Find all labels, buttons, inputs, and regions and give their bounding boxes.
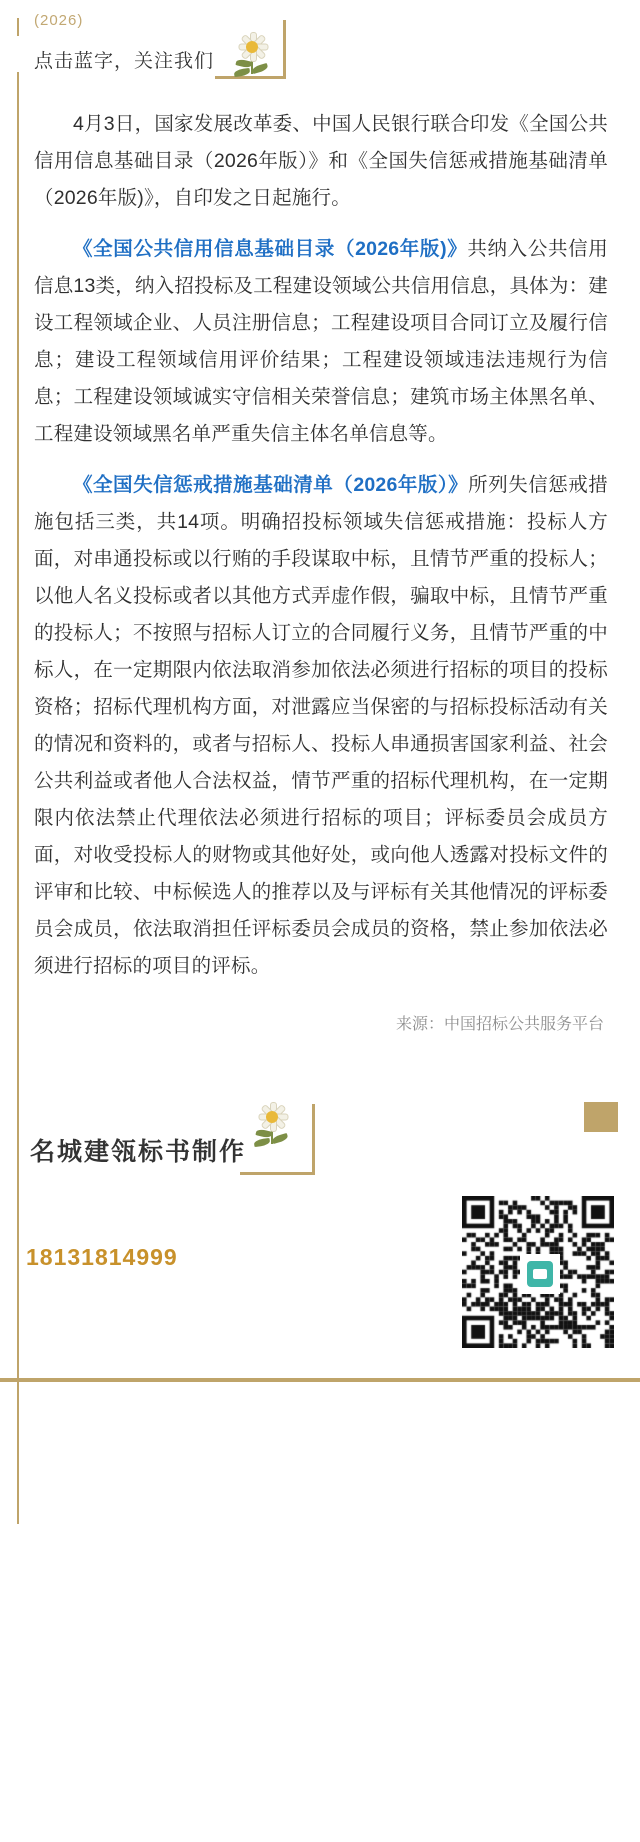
paragraph-3-text: 所列失信惩戒措施包括三类，共14项。明确招投标领域失信惩戒措施：投标人方面，对串通投标或以行贿的手段谋取中标，且情节严重的投标人；以他人名义投标或者以其他方式弄虚作假，骗取中标，且情节严重的投标人；不按照与招标人订立的合同履行义务，且情节严重的中标人，在一定期限内依法取消参加依法必须进行招标的项目的投标资格；招标代理机构方面，对泄露应当保密的与招标投标活动有关的情况和资料的，或者与招标人、投标人串通损害国家利益、社会公共利益或者他人合法权益，情节严重的招标代理机构，在一定期限内依法禁止代理依法必须进行招标的项目；评标委员会成员方面，对收受投标人的财物或其他好处，或向他人透露对投标文件的评审和比较、中标候选人的推荐以及与评标有关其他情况的评标委员会成员，依法取消担任评标委员会成员的资格，禁止参加依法必须进行招标的项目的评标。 — [34, 474, 609, 977]
article-header — [0, 0, 640, 102]
footer-left-rule — [17, 1092, 19, 1212]
contact-phone[interactable]: 18131814999 — [26, 1244, 178, 1270]
source-attribution: 来源：中国招标公共服务平台 — [395, 1016, 604, 1033]
year-tag: (2026) — [34, 12, 84, 29]
paragraph-3 — [34, 467, 608, 985]
brand-name: 名城建瓴标书制作 — [30, 1138, 247, 1166]
article-body — [0, 102, 640, 1034]
paragraph-2-text: 共纳入公共信用信息13类，纳入招投标及工程建设领域公共信用信息，具体为：建设工程领域企业、人员注册信息；工程建设项目合同订立及履行信息；建设工程领域信用评价结果；工程建设领域违法违规行为信息；工程建设领域诚实守信相关荣誉信息；建筑市场主体黑名单、工程建设领域黑名单严重失信主体名单信息等。 — [34, 238, 608, 445]
catalog-title-link[interactable]: 《全国公共信用信息基础目录（2026年版)》 — [73, 238, 468, 260]
article-footer — [0, 1092, 640, 1382]
footer-bottom-bar — [0, 1378, 640, 1382]
qr-center-logo — [520, 1254, 560, 1294]
paragraph-1 — [34, 106, 608, 217]
punishment-list-title-link[interactable]: 《全国失信惩戒措施基础清单（2026年版）》 — [73, 474, 469, 496]
qr-code[interactable] — [462, 1196, 614, 1348]
daisy-icon — [248, 1098, 308, 1158]
paragraph-1-text: 4月3日，国家发展改革委、中国人民银行联合印发《全国公共信用信息基础目录（2026年版）》和《全国失信惩戒措施基础清单（2026年版)》，自印发之日起施行。 — [34, 113, 608, 209]
footer-gold-square — [584, 1102, 618, 1132]
follow-us-label: 点击蓝字，关注我们 — [34, 50, 215, 72]
follow-us-banner[interactable] — [17, 44, 237, 74]
paragraph-2 — [34, 231, 608, 453]
